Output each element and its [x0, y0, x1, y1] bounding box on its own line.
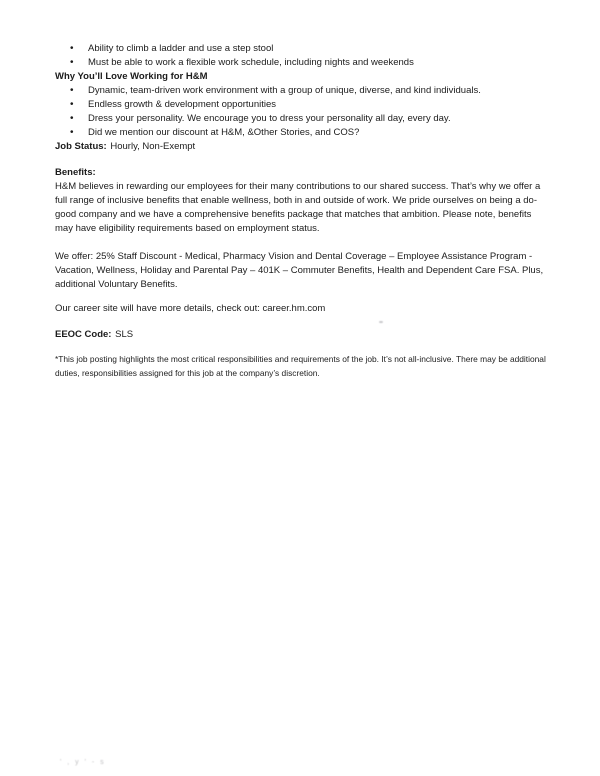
why-bullet-list [55, 84, 550, 140]
disclaimer-text: *This job posting highlights the most critical responsibilities and requirements of the job. It’s not all-inclusive. There may be additional duties, responsibilities assigned for this job at the company’s discretion. [55, 354, 546, 378]
eeoc-value: SLS [115, 329, 134, 340]
list-item: • Dress your personality. We encourage you to dress your personality all day, every day. [55, 112, 550, 126]
list-item: • Endless growth & development opportunities [55, 98, 550, 112]
list-item: • Did we mention our discount at H&M, &Other Stories, and COS? [55, 126, 550, 140]
we-offer-paragraph: We offer: 25% Staff Discount - Medical, Pharmacy Vision and Dental Coverage – Employee Assistance Program - Vacation, Wellness, Holiday and Parental Pay – 401K – Commuter Benefits, Health and Dependent Care FSA. Plus, additional Voluntary Benefits. [55, 251, 544, 290]
benefits-heading: Benefits: [55, 167, 96, 178]
career-site-line: Our career site will have more details, check out: career.hm.com [55, 303, 326, 314]
footer-faint-marks: ' , y ' - s [60, 759, 106, 766]
job-status-label: Job Status: [55, 141, 107, 152]
job-status-line [55, 140, 550, 154]
list-item: • Must be able to work a flexible work schedule, including nights and weekends [55, 56, 550, 70]
scan-speck [379, 321, 383, 323]
list-item: • Ability to climb a ladder and use a step stool [55, 42, 550, 56]
job-status-value: Hourly, Non-Exempt [110, 141, 196, 152]
list-item: • Dynamic, team-driven work environment with a group of unique, diverse, and kind individuals. [55, 84, 550, 98]
eeoc-label: EEOC Code: [55, 329, 112, 340]
why-section-heading: Why You’ll Love Working for H&M [55, 71, 208, 82]
intro-bullet-list [55, 42, 550, 70]
eeoc-line [55, 328, 550, 342]
benefits-paragraph: H&M believes in rewarding our employees for their many contributions to our shared success. That’s why we offer a full range of inclusive benefits that enable wellness, both in and outside of work. We pride ourselves on being a do-good company and we have a comprehensive benefits package that matches that ambition. Please note, benefits may have eligibility requirements based on employment status. [55, 181, 541, 234]
